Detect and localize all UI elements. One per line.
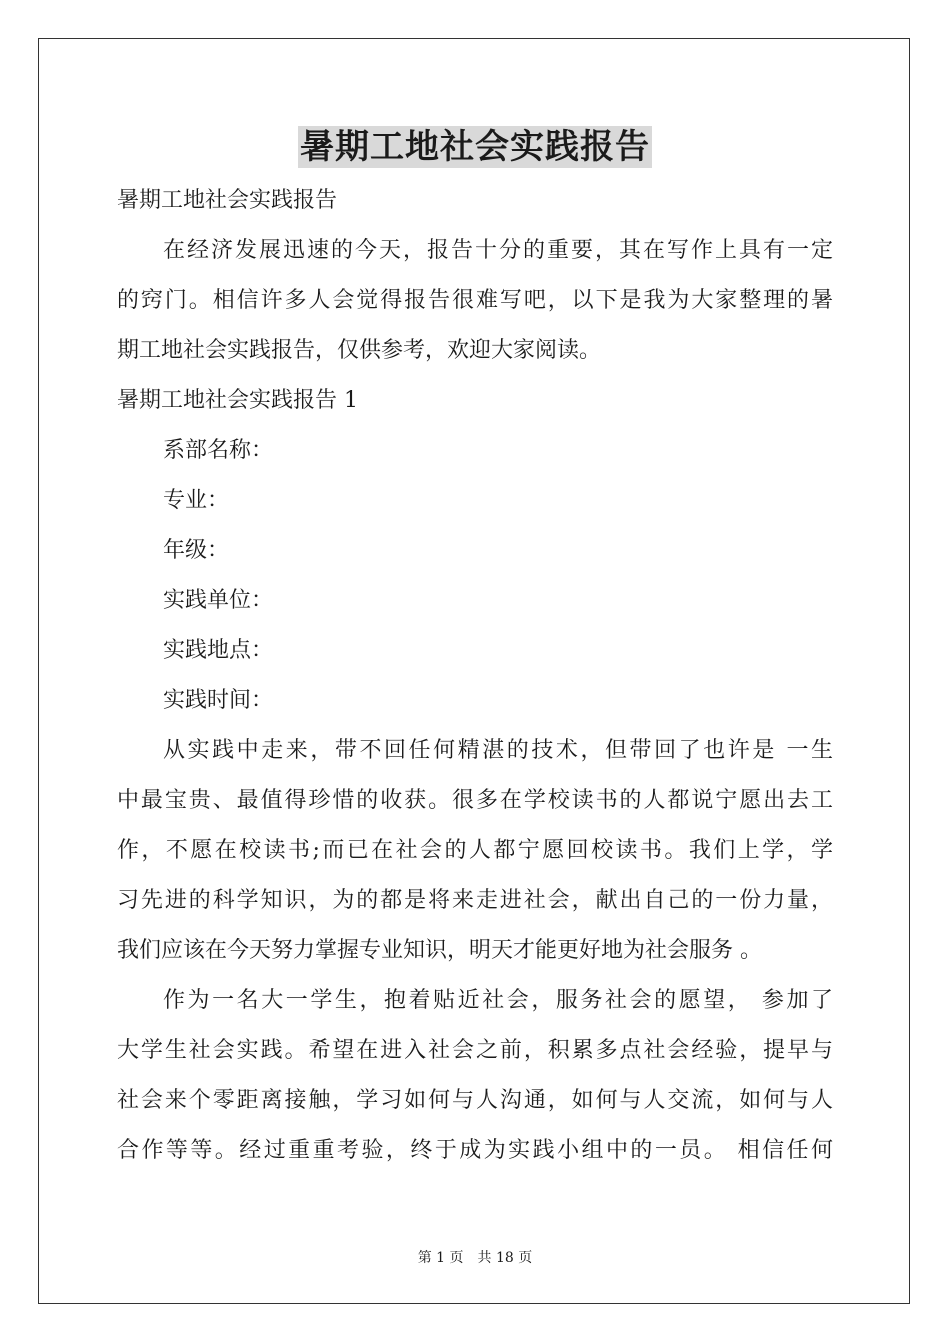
text-line: 我们应该在今天努力掌握专业知识，明天才能更好地为社会服务 。 [117,938,762,963]
text-line: 实践单位： [163,588,274,613]
text-line: 作为一名大一学生，抱着贴近社会，服务社会的愿望， 参加了 [163,988,833,1013]
text-line: 专业： [163,488,230,513]
text-line: 系部名称： [163,438,274,463]
text-line: 年级： [163,538,230,563]
page-footer: 第 1 页 共 18 页 [417,1250,533,1266]
document-body [117,176,833,1176]
text-line: 作，不愿在校读书;而已在社会的人都宁愿回校读书。我们上学，学 [117,838,833,863]
text-line: 大学生社会实践。希望在进入社会之前，积累多点社会经验，提早与 [117,1038,833,1063]
text-line: 从实践中走来，带不回任何精湛的技术，但带回了也许是 一生 [163,738,833,763]
text-line: 社会来个零距离接触，学习如何与人沟通，如何与人交流，如何与人 [117,1088,833,1113]
document-title: 暑期工地社会实践报告 [300,127,650,167]
text-line: 暑期工地社会实践报告 1 [117,388,358,413]
text-line: 合作等等。经过重重考验，终于成为实践小组中的一员。 相信任何 [117,1138,833,1163]
text-line: 中最宝贵、最值得珍惜的收获。很多在学校读书的人都说宁愿出去工 [117,788,833,813]
text-line: 实践时间： [163,688,274,713]
text-line: 实践地点： [163,638,274,663]
text-line: 期工地社会实践报告，仅供参考，欢迎大家阅读。 [117,338,602,363]
text-line: 习先进的科学知识，为的都是将来走进社会，献出自己的一份力量， [117,888,833,913]
text-line: 暑期工地社会实践报告 [117,188,338,213]
title-container [0,126,950,168]
text-line: 在经济发展迅速的今天，报告十分的重要，其在写作上具有一定 [163,238,833,263]
text-line: 的窍门。相信许多人会觉得报告很难写吧，以下是我为大家整理的暑 [117,288,833,313]
